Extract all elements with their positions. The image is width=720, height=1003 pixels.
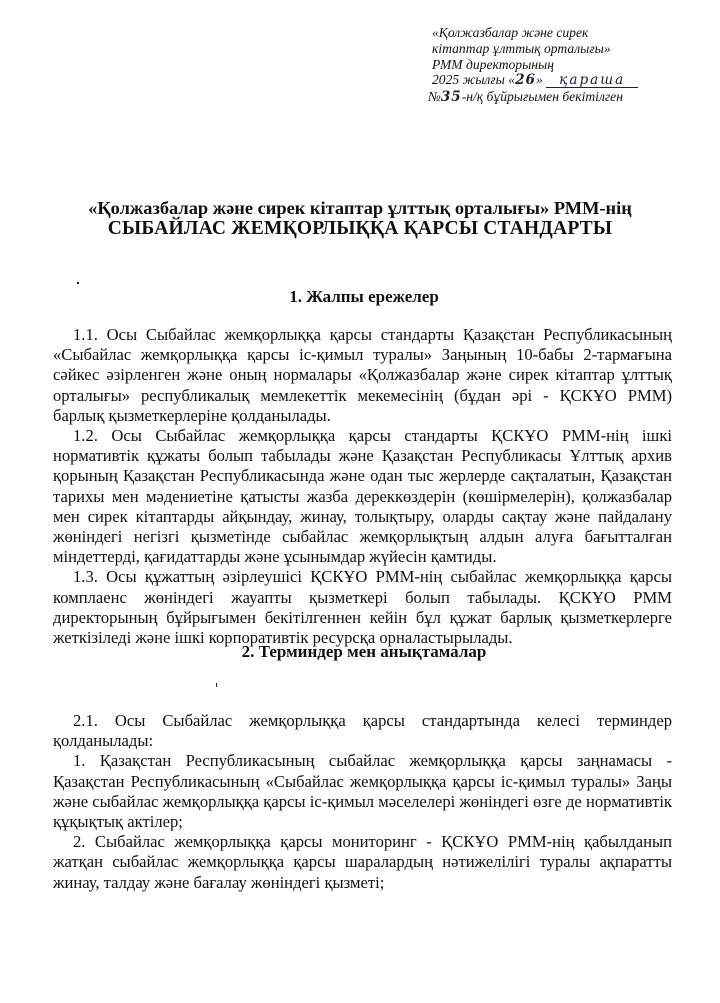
term-item-2: 2. Сыбайлас жемқорлыққа қарсы мониторинг - ҚСКҰО РММ-нің қабылданып жатқан сыбайлас жемқорлыққа қарсы шаралардың нәтижелілігі туралы ақпаратты жинау, талдау және бағалау жөніндегі қызметі; [53,832,672,892]
section-1-body [53,325,672,648]
document-title-line-1: «Қолжазбалар және сирек кітаптар ұлттық орталығы» РММ-нің [88,198,632,218]
approval-year-prefix: 2025 жылғы « [432,72,516,88]
approval-number-handwritten: 35 [440,89,462,106]
approval-month-handwritten: қараша [546,74,638,88]
term-item-1: 1. Қазақстан Республикасының сыбайлас жемқорлыққа қарсы заңнамасы - Қазақстан Республикасының «Сыбайлас жемқорлыққа қарсы іс-қимыл туралы» Заңы және сыбайлас жемқорлыққа қарсы іс-қимыл мәселелері жөніндегі өзге де нормативтік құқықтық актілер; [53,751,672,832]
paragraph-1-3: 1.3. Осы құжаттың әзірлеушісі ҚСКҰО РММ-нің сыбайлас жемқорлыққа қарсы комплаенс жөніндегі жауапты қызметкері болып табылады. ҚСКҰО РММ директорының бұйрығымен бекітілгеннен кейін бұл құжат барлық қызметкерлерге жеткізіледі және ішкі корпоративтік ресурсқа орналастырылады. [53,567,672,648]
paragraph-1-2: 1.2. Осы Сыбайлас жемқорлыққа қарсы стандарты ҚСКҰО РММ-нің ішкі нормативтік құжаты болып табылады және Қазақстан Республикасы Ұлттық архив қорының Қазақстан Республикасында және одан тыс жерлерде сақталатын, Қазақстан тарихы мен мәдениетіне қатысты жазба дереккөздерін (көшірмелерін), қолжазбалар мен сирек кітаптарды айқындау, жинау, толықтыру, оларды сақтау және пайдалану жөніндегі негізгі қызметінде сыбайлас жемқорлықтың алдын алуға бағытталған міндеттерді, қағидаттарды және ұсынымдар жүйесін қамтиды. [53,426,672,567]
approval-line-2: кітаптар ұлттық орталығы» [432,40,611,56]
section-2-body [53,711,672,893]
approval-day-handwritten: 26 [515,72,536,89]
approval-number-line [428,89,702,106]
approval-line-3: РММ директорының [432,56,555,72]
section-1-heading: 1. Жалпы ережелер [289,287,439,306]
paragraph-1-1: 1.1. Осы Сыбайлас жемқорлыққа қарсы стандарты Қазақстан Республикасының «Сыбайлас жемқорлыққа қарсы іс-қимыл туралы» Заңының 10-бабы 2-тармағына сәйкес әзірленген және оның нормалары «Қолжазбалар және сирек кітаптар ұлттық орталығы» республикалық мемлекеттік мекемесінің (бұдан әрі - ҚСКҰО РММ) барлық қызметкерлеріне қолданылады. [53,325,672,425]
approval-day-suffix: » [536,72,543,88]
document-title-line-2: СЫБАЙЛАС ЖЕМҚОРЛЫҚҚА ҚАРСЫ СТАНДАРТЫ [107,218,613,239]
approval-number-suffix: -н/қ бұйрығымен бекітілген [461,89,623,105]
approval-stamp [428,25,702,106]
section-2-heading: 2. Терминдер мен анықтамалар [241,642,487,661]
paragraph-2-1: 2.1. Осы Сыбайлас жемқорлыққа қарсы стандартында келесі терминдер қолданылады: [53,711,672,751]
approval-number-prefix: № [428,89,441,105]
scan-speck [216,683,217,687]
approval-date-line [432,72,702,89]
scan-speck [77,282,79,284]
approval-line-1: «Қолжазбалар және сирек [432,25,589,40]
